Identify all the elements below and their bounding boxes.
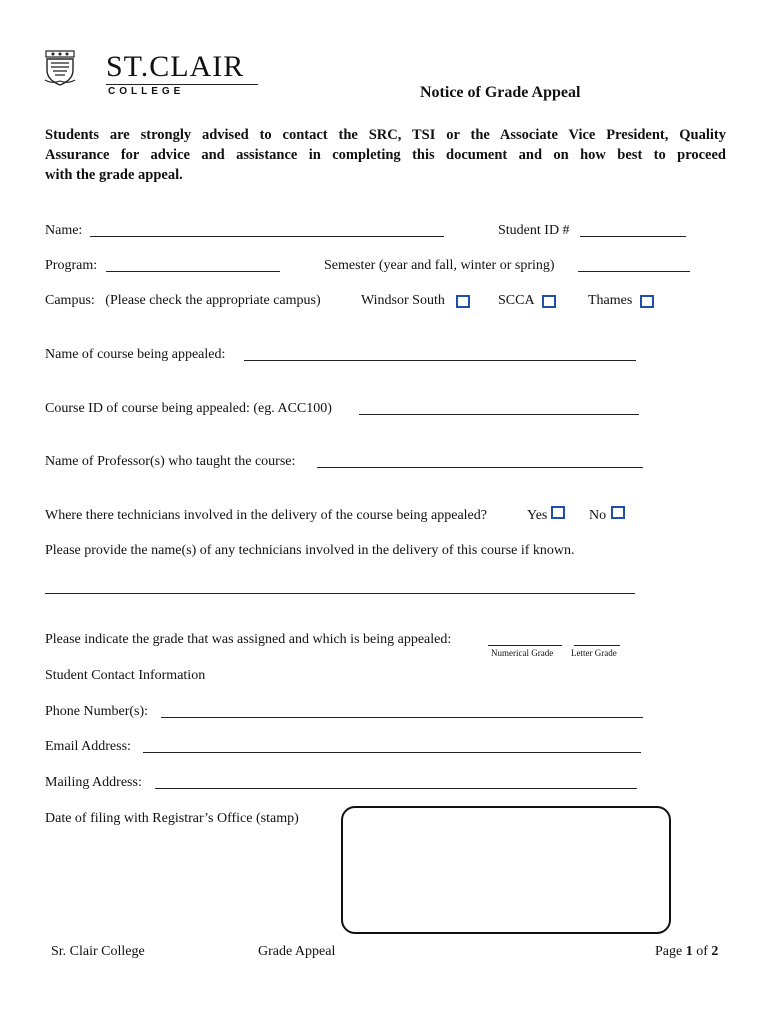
page-mid: of bbox=[692, 944, 712, 959]
name-input-line[interactable] bbox=[90, 236, 444, 237]
mailing-input-line[interactable] bbox=[155, 788, 637, 789]
campus-label: Campus: (Please check the appropriate campus) bbox=[45, 293, 321, 308]
letter-grade-caption: Letter Grade bbox=[571, 648, 617, 658]
professor-input-line[interactable] bbox=[317, 467, 643, 468]
phone-input-line[interactable] bbox=[161, 717, 643, 718]
date-filing-label: Date of filing with Registrar’s Office (stamp) bbox=[45, 811, 299, 826]
semester-label: Semester (year and fall, winter or spring) bbox=[324, 258, 555, 273]
program-input-line[interactable] bbox=[106, 271, 280, 272]
logo-subtitle: COLLEGE bbox=[108, 86, 185, 97]
technicians-no-label: No bbox=[589, 508, 607, 523]
mailing-label: Mailing Address: bbox=[45, 775, 142, 790]
intro-line-2: Assurance for advice and assistance in completing this document and on how best to proceed bbox=[45, 147, 726, 163]
technicians-yes-checkbox[interactable] bbox=[551, 506, 565, 519]
crest-icon bbox=[44, 50, 76, 86]
course-id-input-line[interactable] bbox=[359, 414, 639, 415]
registrar-stamp-box[interactable] bbox=[341, 806, 671, 934]
footer-college: Sr. Clair College bbox=[51, 944, 145, 959]
footer-document-name: Grade Appeal bbox=[258, 944, 336, 959]
numerical-grade-input-line[interactable] bbox=[488, 645, 562, 646]
name-label: Name: bbox=[45, 223, 83, 238]
campus-windsor-label: Windsor South bbox=[361, 293, 445, 308]
campus-thames-label: Thames bbox=[588, 293, 633, 308]
logo-wordmark: ST.CLAIR bbox=[106, 50, 245, 83]
contact-heading: Student Contact Information bbox=[45, 668, 206, 683]
numerical-grade-caption: Numerical Grade bbox=[491, 648, 554, 658]
campus-scca-checkbox[interactable] bbox=[542, 295, 556, 308]
semester-input-line[interactable] bbox=[578, 271, 690, 272]
logo-divider bbox=[106, 84, 258, 85]
student-id-label: Student ID # bbox=[498, 223, 570, 238]
student-id-input-line[interactable] bbox=[580, 236, 686, 237]
campus-thames-checkbox[interactable] bbox=[640, 295, 654, 308]
technicians-names-input-line[interactable] bbox=[45, 593, 635, 594]
grade-label: Please indicate the grade that was assigned and which is being appealed: bbox=[45, 632, 452, 647]
course-name-input-line[interactable] bbox=[244, 360, 636, 361]
campus-scca-label: SCCA bbox=[498, 293, 535, 308]
intro-paragraph bbox=[45, 125, 726, 185]
page-title: Notice of Grade Appeal bbox=[420, 84, 581, 101]
program-label: Program: bbox=[45, 258, 98, 273]
page-total: 2 bbox=[711, 944, 719, 959]
phone-label: Phone Number(s): bbox=[45, 704, 149, 719]
email-input-line[interactable] bbox=[143, 752, 641, 753]
course-id-label: Course ID of course being appealed: (eg. ACC100) bbox=[45, 401, 332, 416]
technicians-question: Where there technicians involved in the delivery of the course being appealed? bbox=[45, 508, 487, 523]
college-logo bbox=[44, 48, 264, 98]
intro-line-1: Students are strongly advised to contact the SRC, TSI or the Associate Vice President, Quality bbox=[45, 127, 726, 143]
email-label: Email Address: bbox=[45, 739, 131, 754]
letter-grade-input-line[interactable] bbox=[574, 645, 620, 646]
technicians-names-label: Please provide the name(s) of any technicians involved in the delivery of this course if known. bbox=[45, 543, 575, 558]
campus-windsor-checkbox[interactable] bbox=[456, 295, 470, 308]
page-prefix: Page bbox=[655, 944, 686, 959]
professor-label: Name of Professor(s) who taught the course: bbox=[45, 454, 296, 469]
intro-line-3: with the grade appeal. bbox=[45, 167, 183, 183]
page-current: 1 bbox=[685, 944, 693, 959]
course-name-label: Name of course being appealed: bbox=[45, 347, 226, 362]
footer-page-number bbox=[655, 944, 718, 960]
technicians-yes-label: Yes bbox=[527, 508, 548, 523]
technicians-no-checkbox[interactable] bbox=[611, 506, 625, 519]
